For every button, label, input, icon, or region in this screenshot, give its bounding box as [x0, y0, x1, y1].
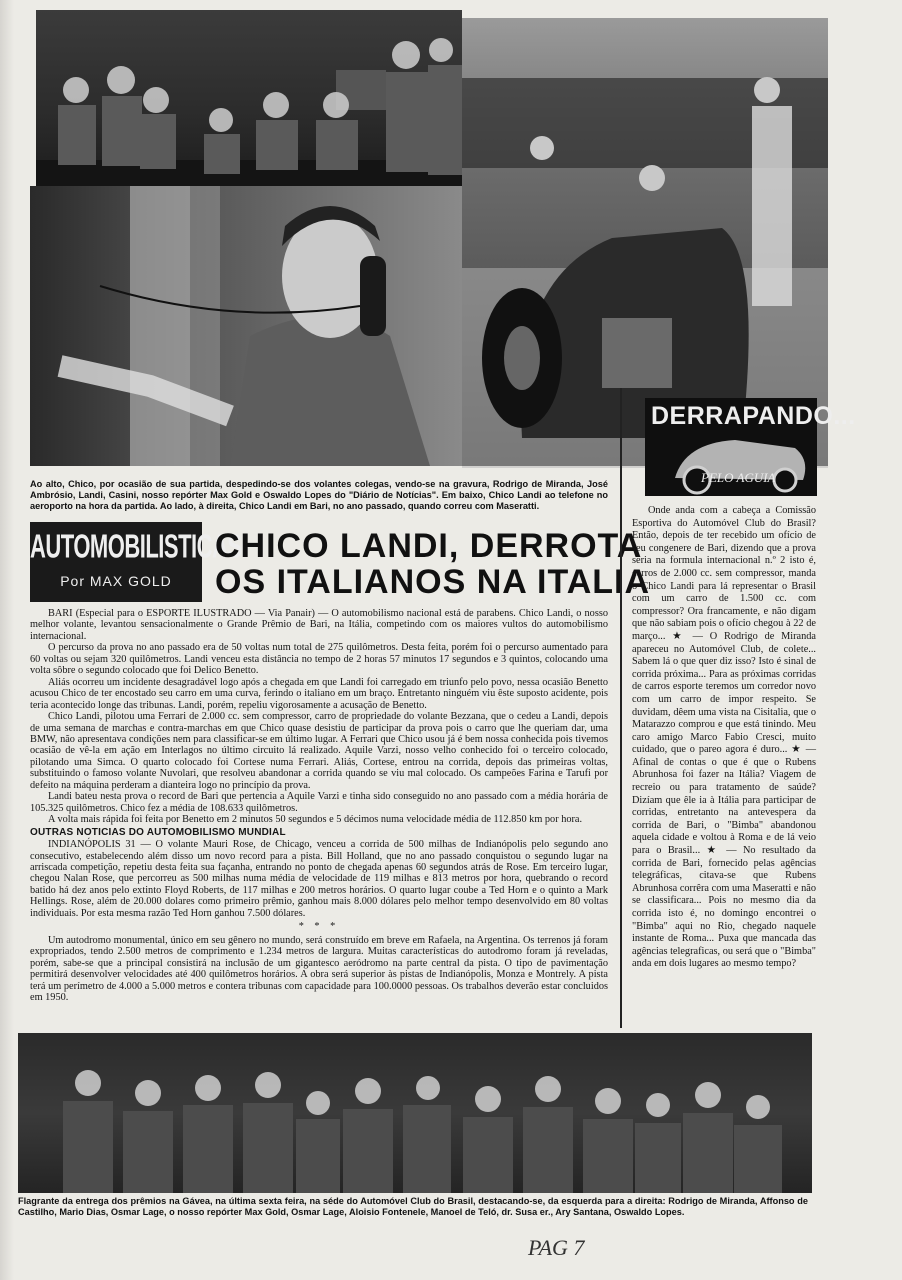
photo-landi-telephone: [30, 186, 462, 466]
handwritten-page-note: PAG 7: [528, 1235, 585, 1260]
photo-farewell-group-drawing: [36, 10, 462, 188]
photo-award-ceremony-drawing: [18, 1033, 812, 1193]
article-subheading: OUTRAS NOTICIAS DO AUTOMOBILISMO MUNDIAL: [30, 826, 286, 838]
section-banner: [30, 522, 242, 602]
page-fold-shadow: [0, 0, 14, 1280]
article-body: [30, 608, 608, 1028]
article-paragraph: Um autodromo monumental, único em seu gênero no mundo, será construído em breve em Rafaela, na Argentina. Os terrenos já foram expropriados, tendo 2.500 metros de comprimento e 1.234 metros de largura. Muitas características do autodromo foram já reveladas, porém, sabe-se que a principal consistirá na inclusão de um gigantesco aeródromo na parte central da pista. O tipo de pavimentação permitirá desenvolver velocidades até 400 quilômetros horários. A obra será superior às pistas de Indianópolis, Monza e Montrely. A pista terá um perímetro de 4.000 a 5.000 metros e contera tribunas com capacidade para 100.0000 pessoas. Os trabalhos deverão estar concluidos em 1950.: [30, 934, 608, 1003]
headline-line-2: OS ITALIANOS NA ITALIA: [215, 563, 651, 601]
photo-farewell-group: [36, 10, 462, 188]
article-paragraph: A volta mais rápida foi feita por Benetto em 2 minutos 50 segundos e 5 décimos numa velocidade média de 112.850 km por hora.: [48, 814, 583, 826]
sidebar-logo-title: DERRAPANDO...: [651, 402, 856, 430]
article-paragraph: Chico Landi, pilotou uma Ferrari de 2.000 cc. sem compressor, carro de propriedade do volante Bezzana, que o cedeu a Landi, depois de uma semana de marchas e contra-marchas em que Chico quase desistiu de participar da prova pois o carro que lhe queriam dar, uma BMW, não apresentava condições nem para classificar-se em último lugar. A Ferrari que Chico usou já é bem nossa conhecida pois tivemos ocasião de vê-la em ação em Interlagos no último circuito lá realizado. Aquile Varzi, nosso velho conhecido foi o terceiro colocado, pilotando uma Simca. O quarto colocado foi Cortese numa Ferrari. Aliás, Cortese, entrou na corrida, depois das primeiras voltas, substituindo o famoso volante Nuvolari, que resolveu abandonar a corrida quando se viu mal colocado. Os campeões Farina e Tarufi por defeito na máquina perderam a dianteira logo no princípio da prova.: [30, 711, 608, 791]
article-paragraph: O percurso da prova no ano passado era de 50 voltas num total de 275 quilômetros. Desta feita, porém foi o percurso aumentado para 60 voltas ou sejam 320 quilômetros. Landi venceu esta distância no tempo de 2 horas 57 minutos 17 segundos e 3 quintos, colocando uma volta sôbre o segundo colocado que foi Delico Benetto.: [30, 642, 608, 677]
sidebar-text: [632, 505, 816, 1025]
photo-award-ceremony: [18, 1033, 812, 1193]
section-banner-byline: Por MAX GOLD: [60, 573, 172, 589]
headline-line-1: CHICO LANDI, DERROTA: [215, 527, 643, 565]
sidebar-paragraph: Onde anda com a cabeça a Comissão Esportiva do Automóvel Club do Brasil? Então, depois de ter recebido um ofício de seu congenere de Bari, dizendo que a prova seria na formula internacional n.º 2 isto é, carros de 2.000 cc. sem compressor, manda o Chico Landi para lá representar o Brasil com um carro de 1.500 cc. com compressor? Ora francamente, e não digam que não sabiam pois o ofício chegou à 22 de março... ★ — O Rodrigo de Miranda apareceu no Automóvel Club, de colete... Sabem lá o que quer diz isso? Isto é sinal de corrida próxima... Para as próximas corridas de carros esporte teremos um corredor novo com um carro de impor respeito. Se duvidam, dêem uma vista na Cisitalia, que o Matarazzo comprou e que está tinindo. Meu caro amigo Marco Fabio Cresci, muito cuidado, que o pareo agora é duro... ★ — Afinal de contas o que é que o Rubens Abrunhosa foi fazer na Itália? Viagem de recreio ou para tratamento de saúde? Dizíam que êle ia à Itália para participar de corridas, entretanto na antevespera da corrida de Bari, o "Bimba" abandonou aquela cidade e voltou à Roma e de lá veio para o Brasil... ★ — No resultado da corrida de Bari, fornecido pelas agências telegráficas, citava-se que Rubens Abrunhosa corrêra com uma Maseratti e não se classificara... Pois no mesmo dia da corrida isto é, no domingo encontrei o "Bimba" aqui no Rio, chegado naquele instante de Roma... Puxa que mancada das agências telegraficas, ou será que o "Bimba" anda em dois lugares ao mesmo tempo?: [632, 505, 816, 970]
photo-landi-telephone-drawing: [30, 186, 462, 466]
article-paragraph: Aliás ocorreu um incidente desagradável logo após a chegada em que Landi foi carregado em triunfo pelo povo, nessa ocasião Benetto acusou Chico de ter encostado seu carro em uma curva, ferindo o italiano em um braço. Entretanto ninguém viu êste suposto acidente, pois teria acontecido longe das tribunas. Landi, porém, repeliu vigorosamente a acusação de Benetto.: [30, 676, 608, 711]
photo-caption-bottom: Flagrante da entrega dos prêmios na Gávea, na última sexta feira, na séde do Automóvel Club do Brasil, destacando-se, da esquerda para a direita: Rodrigo de Miranda, Affonso de Castilho, Mario Dias, Osmar Lage, o nosso repórter Max Gold, Osmar Lage, Aloisio Fontenele, Manoel de Teló, dr. Susa er., Ary Santana, Oswaldo Lopes.: [18, 1196, 808, 1217]
section-banner-title: AUTOMOBILISTICAS: [30, 527, 242, 565]
article-paragraph: INDIANÓPOLIS 31 — O volante Mauri Rose, de Chicago, venceu a corrida de 500 milhas de Indianópolis pelo segundo ano consecutivo, estabelecendo além disso um novo record para a pista. Bill Holland, que no ano passado conquistou o segundo lugar na arriscada competição, repetiu desta feita sua façanha, entrando no ponto de chegada apenas 60 segundos atrás de Rose. Em terceiro lugar, chegou Nalan Rose, que percorreu as 500 milhas numa média de velocidade de 119 milhas e 813 metros por hora, quebrando o record batido há dez anos pelo extinto Floyd Roberts, de 117 milhas e 200 metros horários. O quarto lugar coube a Ted Horn e o quinto a Mark Hellings. Rose, além de 20.000 dolares como primeiro prêmio, ganhou mais 8.000 dólares pelo melhor tempo desenvolvido em 80 voltas individuais. Por esta mesma razão Ted Horn ganhou 7.500 dólares.: [30, 839, 608, 919]
article-separator: * * *: [298, 921, 340, 933]
article-paragraph: Landi bateu nesta prova o record de Bari que pertencia a Aquile Varzi e tinha sido conseguido no ano passado com a média horária de 105.325 quilômetros. Chico fez a média de 108.633 quilômetros.: [30, 791, 608, 814]
sidebar-logo: [645, 398, 856, 496]
sidebar-logo-sub: PELO AGUIA: [701, 470, 776, 485]
headline: [215, 527, 651, 601]
article-paragraph: BARI (Especial para o ESPORTE ILUSTRADO — Via Panair) — O automobilismo nacional está de parabens. Chico Landi, o nosso melhor volante, levantou sensacionalmente o Grande Prêmio de Bari, na Itália, competindo com os maiores vultos do automobilismo internacional.: [30, 608, 608, 642]
photo-caption-top: Ao alto, Chico, por ocasião de sua partida, despedindo-se dos volantes colegas, vendo-se na gravura, Rodrigo de Miranda, José Ambrósio, Landi, Casini, nosso repórter Max Gold e Oswaldo Lopes do "Diário de Notícias". Em baixo, Chico Landi ao telefone no aeroporto na hora da partida. Ao lado, à direita, Chico Landi em Bari, no ano passado, quando correu com Maseratti.: [30, 479, 608, 511]
